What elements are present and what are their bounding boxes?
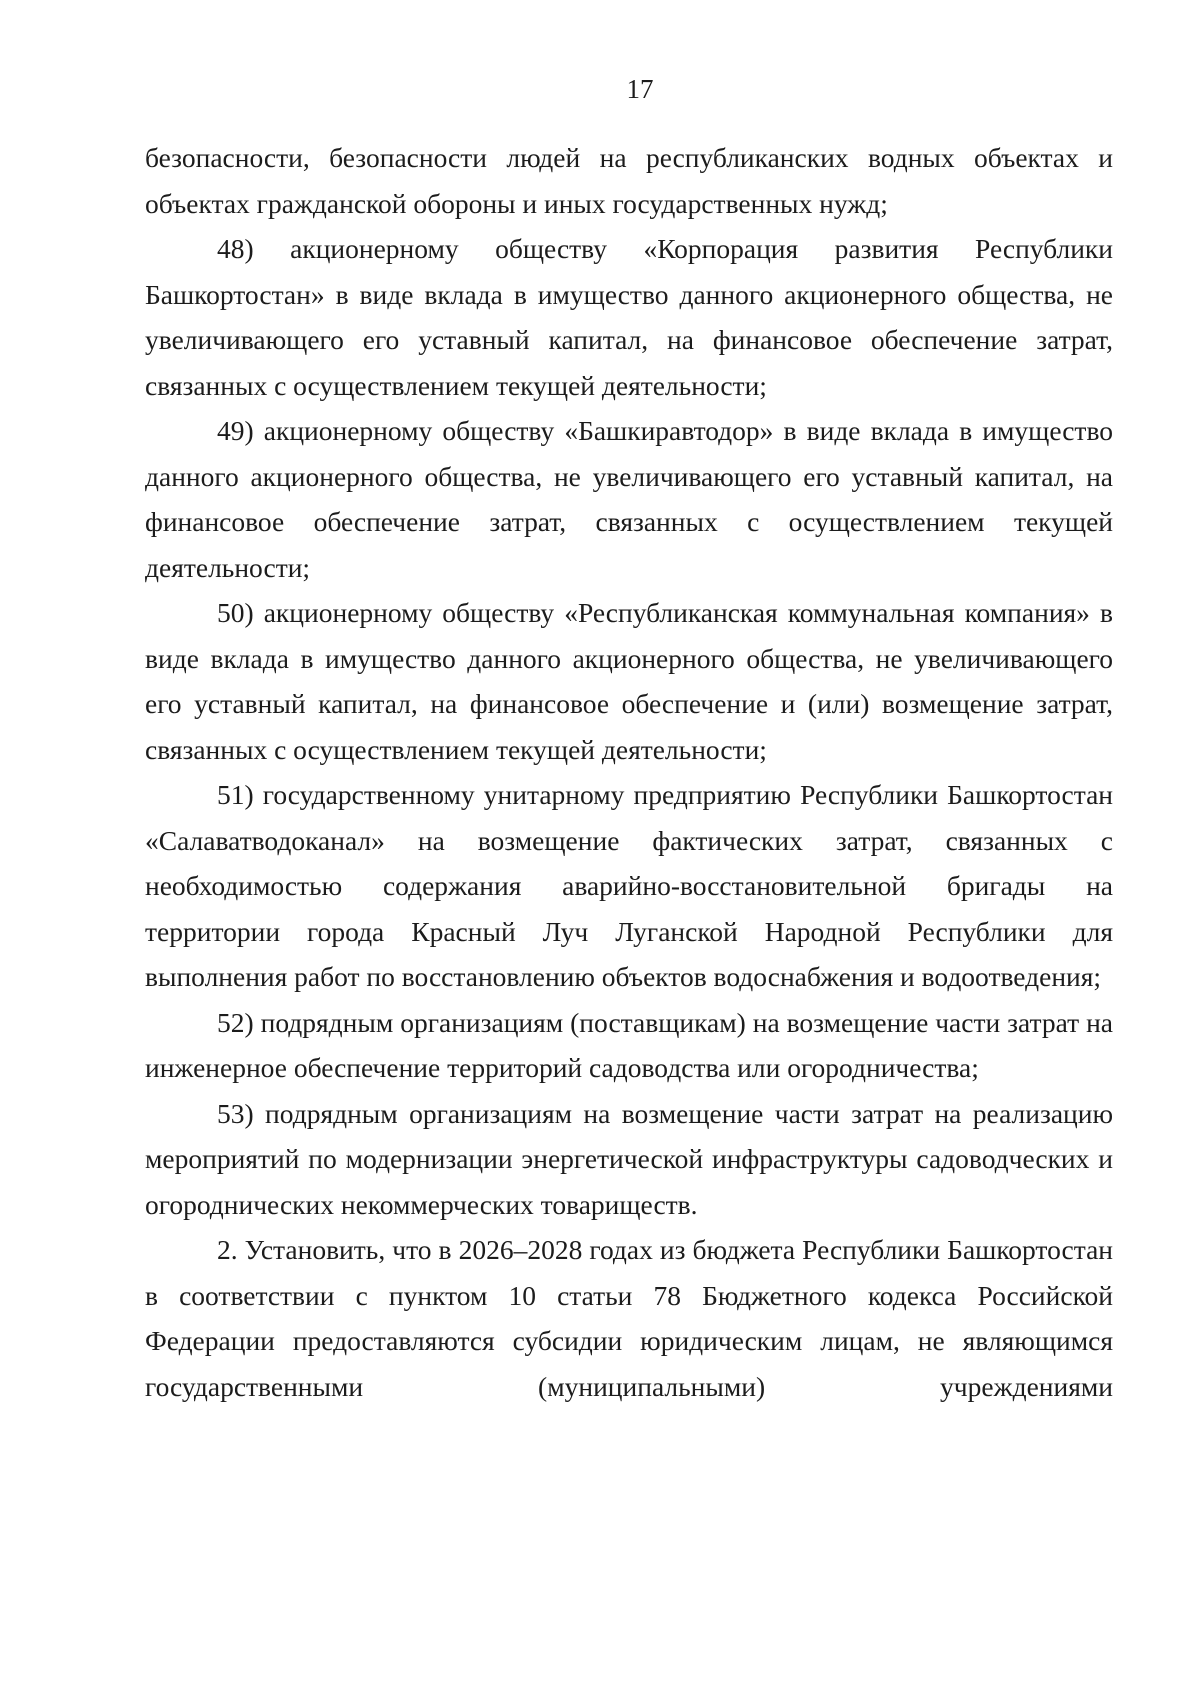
paragraph-item-51: 51) государственному унитарному предприятию Республики Башкортостан «Салаватводоканал» на возмещение фактических затрат, связанных с необходимостью содержания аварийно-восстановительной бригады на территории города Красный Луч Луганской Народной Республики для выполнения работ по восстановлению объектов водоснабжения и водоотведения; <box>145 779 1113 992</box>
paragraph-item-53: 53) подрядным организациям на возмещение части затрат на реализацию мероприятий по модернизации энергетической инфраструктуры садоводческих и огороднических некоммерческих товариществ. <box>145 1097 1113 1220</box>
paragraph-continuation: безопасности, безопасности людей на республиканских водных объектах и объектах гражданской обороны и иных государственных нужд; <box>145 142 1113 219</box>
paragraph-item-52: 52) подрядным организациям (поставщикам) на возмещение части затрат на инженерное обеспечение территорий садоводства или огородничества; <box>145 1006 1113 1083</box>
document-body <box>145 135 1113 1409</box>
paragraph-section-2: 2. Установить, что в 2026–2028 годах из бюджета Республики Башкортостан в соответствии с пунктом 10 статьи 78 Бюджетного кодекса Российской Федерации предоставляются субсидии юридическим лицам, не являющимся государственными (муниципальными) учреждениями <box>145 1234 1113 1402</box>
paragraph-item-50: 50) акционерному обществу «Республиканская коммунальная компания» в виде вклада в имущество данного акционерного общества, не увеличивающего его уставный капитал, на финансовое обеспечение и (или) возмещение затрат, связанных с осуществлением текущей деятельности; <box>145 597 1113 765</box>
paragraph-item-49: 49) акционерному обществу «Башкиравтодор» в виде вклада в имущество данного акционерного общества, не увеличивающего его уставный капитал, на финансовое обеспечение затрат, связанных с осуществлением текущей деятельности; <box>145 415 1113 583</box>
page-number: 17 <box>626 74 654 104</box>
paragraph-item-48: 48) акционерному обществу «Корпорация развития Республики Башкортостан» в виде вклада в имущество данного акционерного общества, не увеличивающего его уставный капитал, на финансовое обеспечение затрат, связанных с осуществлением текущей деятельности; <box>145 233 1113 401</box>
